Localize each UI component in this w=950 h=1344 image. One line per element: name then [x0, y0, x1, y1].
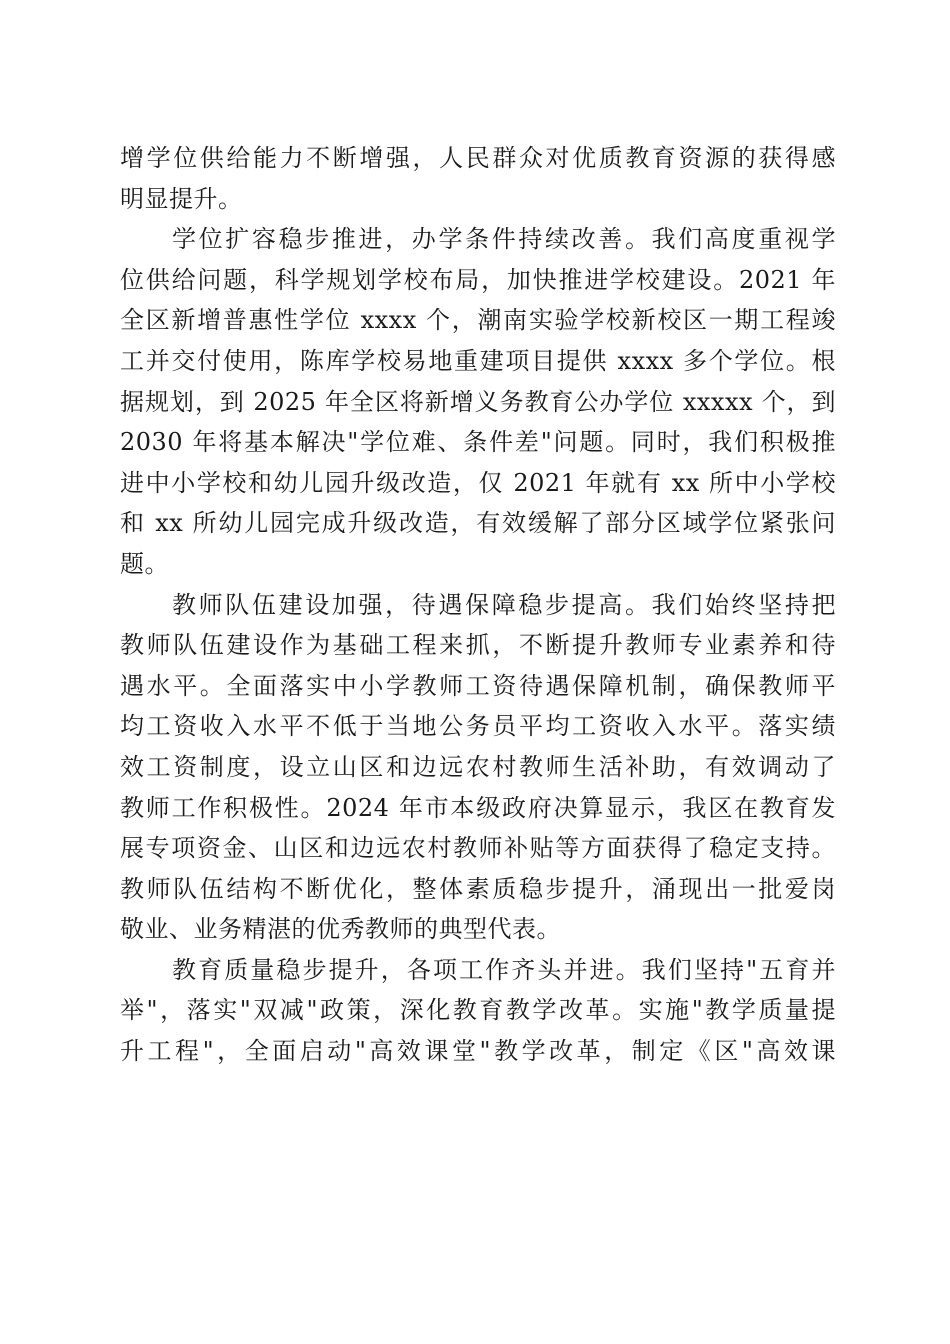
text-line: 位供给问题，科学规划学校布局，加快推进学校建设。2021 年 [120, 265, 836, 294]
paragraph-school-places [120, 219, 836, 584]
text-line: 展专项资金、山区和边远农村教师补贴等方面获得了稳定支持。 [120, 834, 836, 863]
text-line: 明显提升。 [120, 184, 243, 213]
text-line: 遇水平。全面落实中小学教师工资待遇保障机制，确保教师平 [120, 671, 836, 700]
paragraph-teachers [120, 585, 836, 950]
text-line: 均工资收入水平不低于当地公务员平均工资收入水平。落实绩 [120, 712, 836, 741]
text-line: 增学位供给能力不断增强，人民群众对优质教育资源的获得感 [120, 144, 836, 172]
text-line: 进中小学校和幼儿园升级改造，仅 2021 年就有 xx 所中小学校 [120, 468, 836, 497]
text-line: 敬业、业务精湛的优秀教师的典型代表。 [120, 915, 561, 944]
text-line: 升工程"，全面启动"高效课堂"教学改革，制定《区"高效课 [120, 1037, 836, 1066]
paragraph-education-quality [120, 950, 836, 1072]
text-line: 教师队伍建设作为基础工程来抓，不断提升教师专业素养和待 [120, 631, 836, 660]
text-line: 全区新增普惠性学位 xxxx 个，潮南实验学校新校区一期工程竣 [120, 306, 836, 335]
text-line: 2030 年将基本解决"学位难、条件差"问题。同时，我们积极推 [120, 428, 836, 457]
text-line: 工并交付使用，陈库学校易地重建项目提供 xxxx 多个学位。根 [120, 346, 836, 375]
text-line: 教师队伍结构不断优化，整体素质稳步提升，涌现出一批爱岗 [120, 874, 836, 903]
text-line: 效工资制度，设立山区和边远农村教师生活补助，有效调动了 [120, 752, 836, 781]
text-line: 举"，落实"双减"政策，深化教育教学改革。实施"教学质量提 [120, 996, 836, 1025]
text-line: 学位扩容稳步推进，办学条件持续改善。我们高度重视学 [172, 225, 836, 254]
text-line: 据规划，到 2025 年全区将新增义务教育公办学位 xxxxx 个，到 [120, 387, 836, 416]
text-line: 和 xx 所幼儿园完成升级改造，有效缓解了部分区域学位紧张问 [120, 509, 836, 538]
document-page [120, 138, 836, 1072]
paragraph-continuation [120, 138, 836, 219]
text-line: 教育质量稳步提升，各项工作齐头并进。我们坚持"五育并 [172, 955, 836, 984]
text-line: 教师工作积极性。2024 年市本级政府决算显示，我区在教育发 [120, 793, 836, 822]
text-line: 教师队伍建设加强，待遇保障稳步提高。我们始终坚持把 [172, 590, 836, 619]
text-line: 题。 [120, 549, 169, 578]
